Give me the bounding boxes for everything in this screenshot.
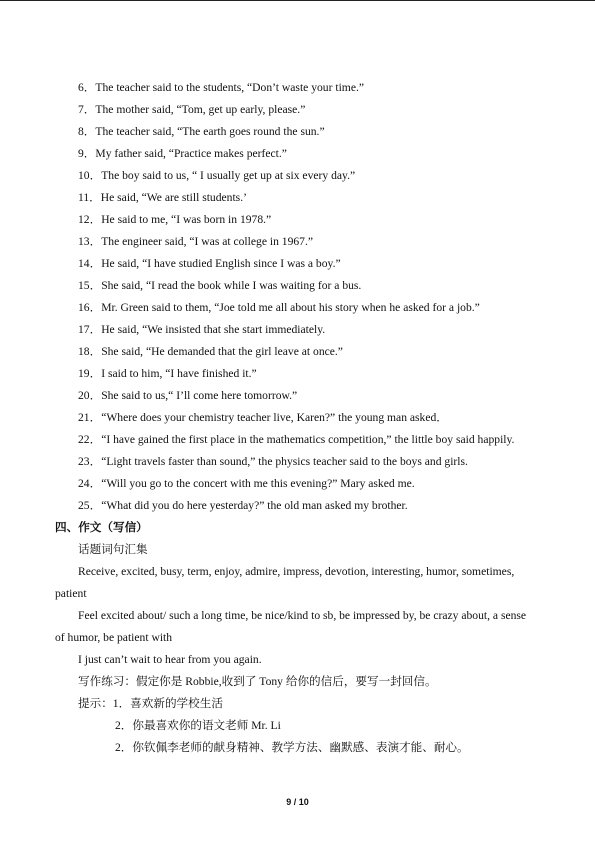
phrase-line: Feel excited about/ such a long time, be nice/kind to sb, be impressed by, be crazy about, a sense: [78, 609, 527, 622]
phrase-line-continued: of humor, be patient with: [55, 631, 173, 644]
sentence-item: 11．He said, “We are still students.’: [78, 191, 247, 204]
sentence-item: 14．He said, “I have studied English since I was a boy.”: [78, 257, 341, 270]
sentence-item: 25．“What did you do here yesterday?” the old man asked my brother.: [78, 499, 408, 512]
sentence-item: 15．She said, “I read the book while I was waiting for a bus.: [78, 279, 362, 292]
header-rule: [0, 0, 595, 1]
sentence-item: 8．The teacher said, “The earth goes round the sun.”: [78, 125, 325, 138]
vocab-line: Receive, excited, busy, term, enjoy, admire, impress, devotion, interesting, humor, sometimes,: [78, 565, 515, 578]
sentence-item: 13．The engineer said, “I was at college in 1967.”: [78, 235, 314, 248]
writing-practice: 写作练习：假定你是 Robbie,收到了 Tony 给你的信后，要写一封回信。: [78, 675, 437, 688]
sample-sentence: I just can’t wait to hear from you again.: [78, 653, 262, 666]
hint-item: 2．你最喜欢你的语文老师 Mr. Li: [115, 719, 281, 732]
sentence-item: 24．“Will you go to the concert with me this evening?” Mary asked me.: [78, 477, 415, 490]
hint-label: 提示：1．喜欢新的学校生活: [78, 697, 223, 710]
sentence-item: 12．He said to me, “I was born in 1978.”: [78, 213, 272, 226]
vocab-line-continued: patient: [55, 587, 87, 600]
sentence-item: 16．Mr. Green said to them, “Joe told me all about his story when he asked for a job.”: [78, 301, 480, 314]
section-heading: 四、作文（写信）: [55, 521, 148, 534]
sentence-item: 18．She said, “He demanded that the girl leave at once.”: [78, 345, 343, 358]
sentence-item: 20．She said to us,“ I’ll come here tomorrow.”: [78, 389, 298, 402]
sentence-item: 6．The teacher said to the students, “Don’t waste your time.”: [78, 81, 365, 94]
sentence-item: 7．The mother said, “Tom, get up early, please.”: [78, 103, 306, 116]
sentence-item: 19．I said to him, “I have finished it.”: [78, 367, 257, 380]
sentence-item: 22．“I have gained the first place in the mathematics competition,” the little boy said happily.: [78, 433, 515, 446]
sentence-item: 9．My father said, “Practice makes perfect.”: [78, 147, 287, 160]
sentence-item: 10．The boy said to us, “ I usually get up at six every day.”: [78, 169, 356, 182]
topic-title: 话题词句汇集: [78, 543, 148, 556]
sentence-item: 21．“Where does your chemistry teacher live, Karen?” the young man asked．: [78, 411, 448, 424]
sentence-item: 17．He said, “We insisted that she start immediately.: [78, 323, 326, 336]
sentence-item: 23．“Light travels faster than sound,” the physics teacher said to the boys and girls.: [78, 455, 468, 468]
page-number: 9 / 10: [286, 797, 309, 807]
hint-item: 2．你钦佩李老师的献身精神、教学方法、幽默感、表演才能、耐心。: [115, 741, 469, 754]
